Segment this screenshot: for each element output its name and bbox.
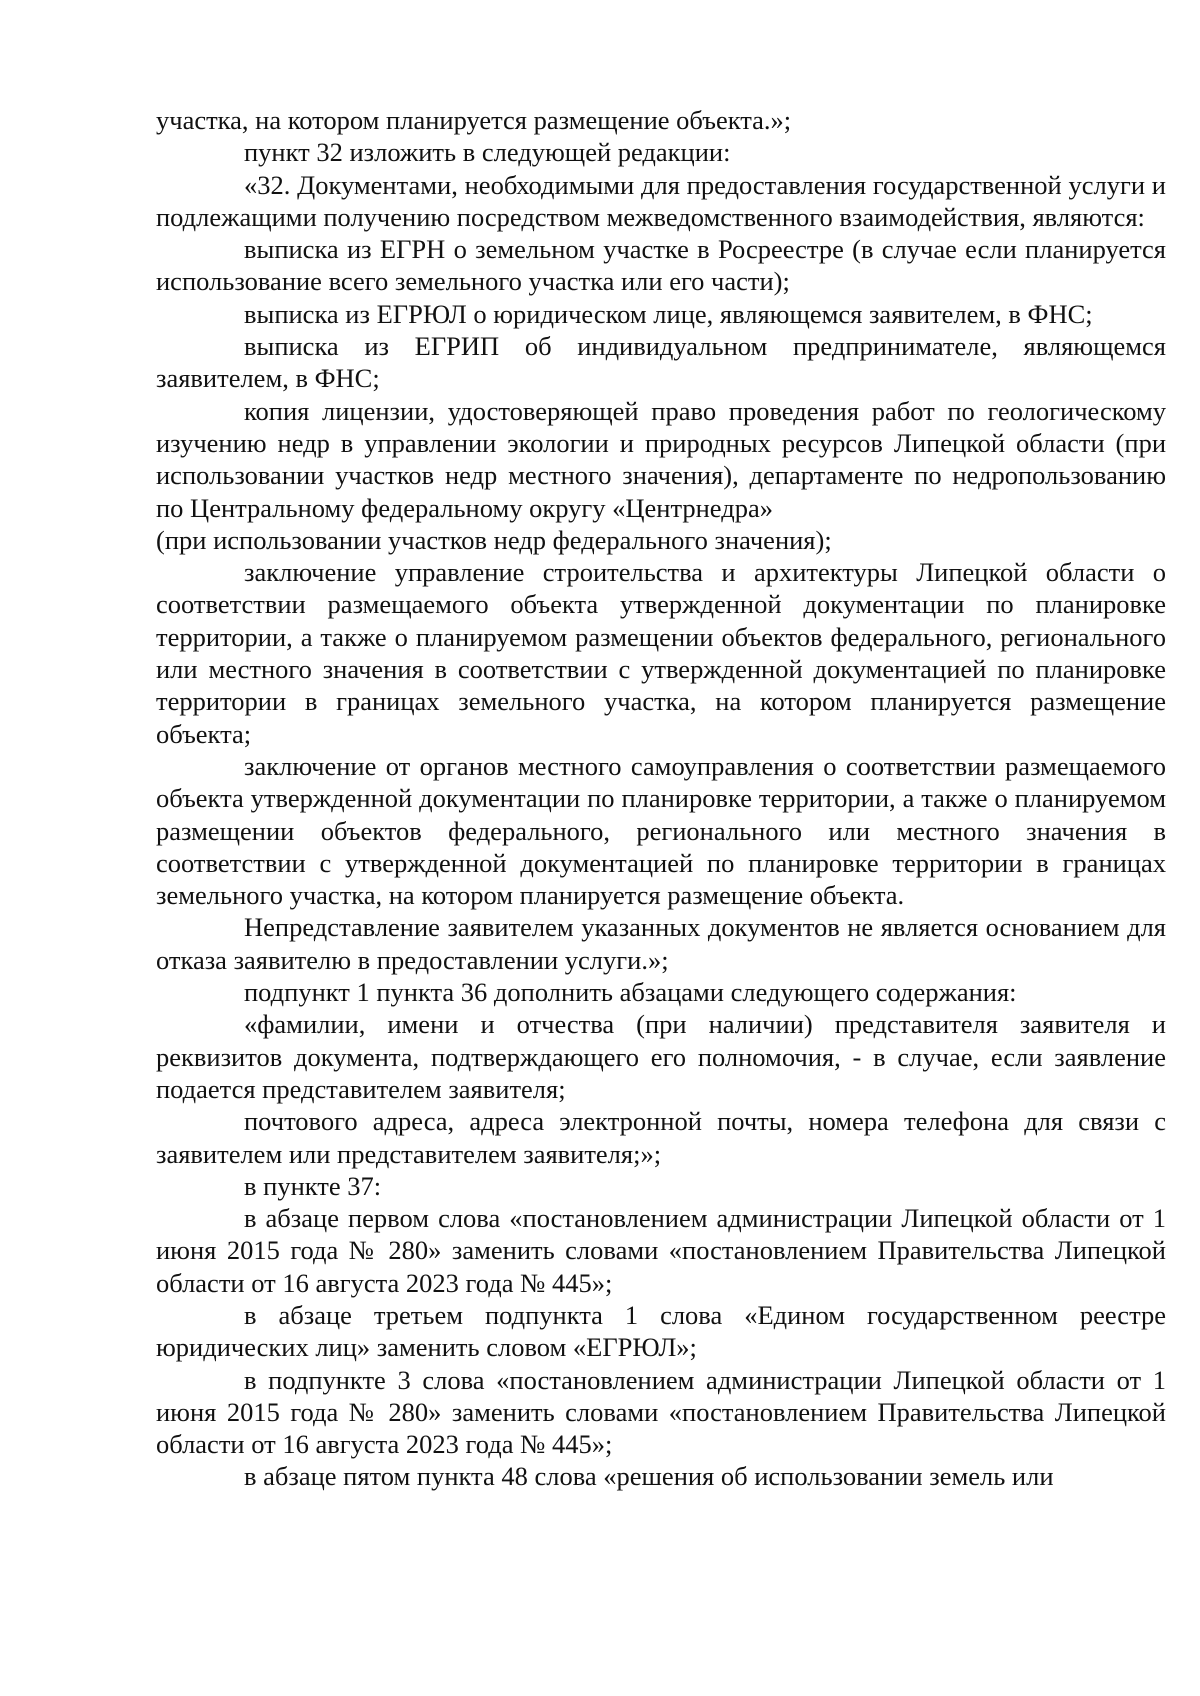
document-body xyxy=(156,104,1166,1493)
paragraph: участка, на котором планируется размещение объекта.»; xyxy=(156,105,792,135)
paragraph: (при использовании участков недр федерального значения); xyxy=(156,524,832,555)
paragraph: заключение управление строительства и архитектуры Липецкой области о соответствии размещаемого объекта утвержденной документации по планировке территории, а также о планируемом размещении объектов федерального, регионального или местного значения в соответствии с утвержденной документацией по планировке территории в границах земельного участка, на котором планируется размещение объекта; xyxy=(156,557,1166,749)
paragraph: в подпункте 3 слова «постановлением администрации Липецкой области от 1 июня 2015 года № 280» заменить словами «постановлением Правительства Липецкой области от 16 августа 2023 года № 445»; xyxy=(156,1364,1166,1460)
paragraph: почтового адреса, адреса электронной почты, номера телефона для связи с заявителем или представителем заявителя;»; xyxy=(156,1106,1166,1169)
paragraph: «фамилии, имени и отчества (при наличии) представителя заявителя и реквизитов документа, подтверждающего его полномочия, - в случае, если заявление подается представителем заявителя; xyxy=(156,1009,1166,1104)
paragraph: подпункт 1 пункта 36 дополнить абзацами следующего содержания: xyxy=(244,977,1017,1008)
paragraph: копия лицензии, удостоверяющей право проведения работ по геологическому изучению недр в управлении экологии и природных ресурсов Липецкой области (при использовании участков недр местного значения), департаменте по недропользованию по Центральному федеральному округу «Центрнедра» xyxy=(156,395,1166,523)
paragraph: пункт 32 изложить в следующей редакции: xyxy=(244,137,731,168)
paragraph: заключение от органов местного самоуправления о соответствии размещаемого объекта утвержденной документации по планировке территории, а также о планируемом размещении объектов федерального, регионального или местного значения в соответствии с утвержденной документацией по планировке территории в границах земельного участка, на котором планируется размещение объекта. xyxy=(156,750,1166,911)
paragraph: в абзаце третьем подпункта 1 слова «Едином государственном реестре юридических лиц» заменить словом «ЕГРЮЛ»; xyxy=(156,1299,1166,1363)
paragraph: Непредставление заявителем указанных документов не является основанием для отказа заявителю в предоставлении услуги.»; xyxy=(156,912,1166,975)
paragraph: в пункте 37: xyxy=(244,1170,382,1201)
paragraph: выписка из ЕГРЮЛ о юридическом лице, являющемся заявителем, в ФНС; xyxy=(244,298,1093,329)
paragraph: в абзаце пятом пункта 48 слова «решения об использовании земель или xyxy=(244,1461,1054,1492)
paragraph: в абзаце первом слова «постановлением администрации Липецкой области от 1 июня 2015 года № 280» заменить словами «постановлением Правительства Липецкой области от 16 августа 2023 года № 445»; xyxy=(156,1203,1166,1298)
paragraph: «32. Документами, необходимыми для предоставления государственной услуги и подлежащими получению посредством межведомственного взаимодействия, являются: xyxy=(156,169,1166,232)
paragraph: выписка из ЕГРИП об индивидуальном предпринимателе, являющемся заявителем, в ФНС; xyxy=(156,331,1166,394)
paragraph: выписка из ЕГРН о земельном участке в Росреестре (в случае если планируется использование всего земельного участка или его части); xyxy=(156,234,1166,297)
